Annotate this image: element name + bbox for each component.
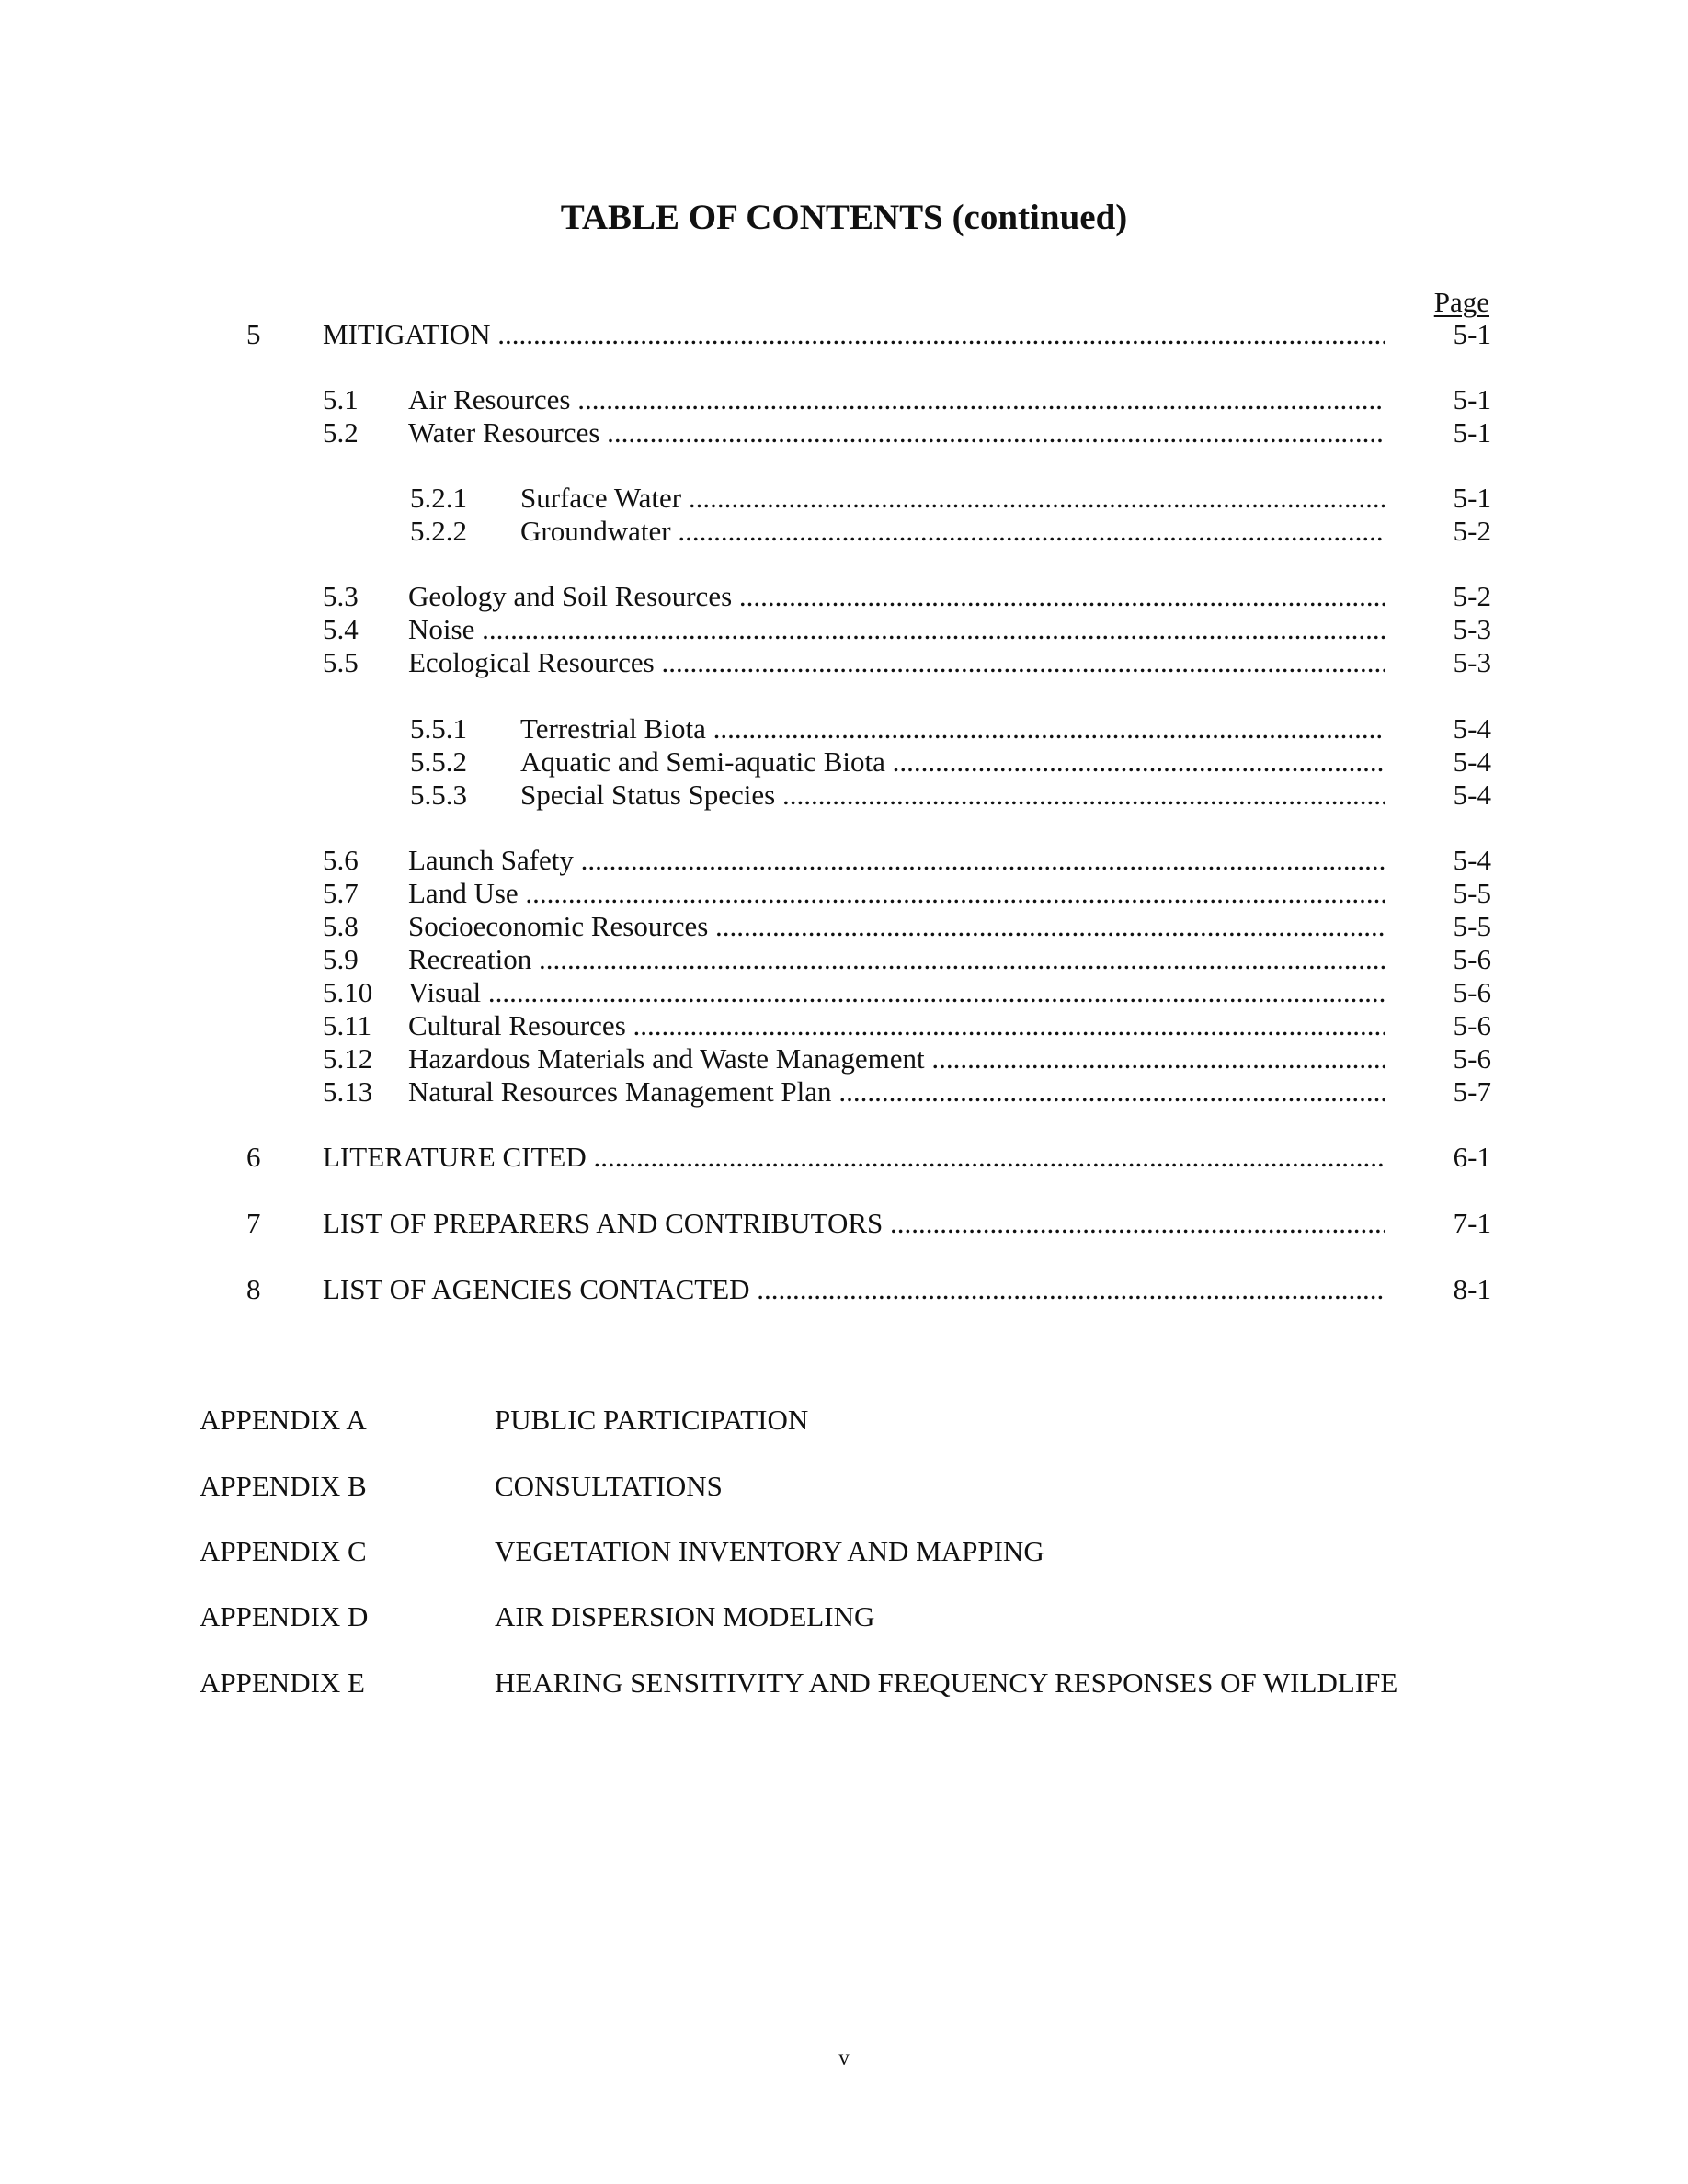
toc-entry-5-1[interactable] bbox=[0, 383, 1688, 416]
toc-entry-5-4[interactable] bbox=[0, 613, 1688, 646]
appendix-a[interactable] bbox=[0, 1402, 1688, 1439]
toc-title: Groundwater ..... bbox=[520, 515, 1385, 548]
toc-number: 5.13 bbox=[323, 1075, 373, 1108]
footer-page-number: v bbox=[838, 2046, 850, 2069]
toc-title: Recreation ..... bbox=[408, 943, 1385, 976]
toc-title: Water Resources ..... bbox=[408, 416, 1385, 449]
toc-title: Aquatic and Semi-aquatic Biota ..... bbox=[520, 745, 1385, 779]
toc-page-number: 5-7 bbox=[1453, 1075, 1491, 1108]
toc-title: Cultural Resources ..... bbox=[408, 1009, 1385, 1042]
toc-number: 5.7 bbox=[323, 877, 359, 909]
toc-number: 5.5 bbox=[323, 646, 359, 678]
toc-page-number: 5-1 bbox=[1453, 318, 1491, 350]
toc-number: 5.5.3 bbox=[410, 779, 467, 811]
toc-entry-5-8[interactable] bbox=[0, 910, 1688, 943]
toc-title: Socioeconomic Resources ..... bbox=[408, 910, 1385, 943]
toc-entry-5-5-1[interactable] bbox=[0, 712, 1688, 745]
toc-number: 5.4 bbox=[323, 613, 359, 645]
appendix-label: APPENDIX E bbox=[200, 1666, 365, 1699]
toc-page-number: 5-1 bbox=[1453, 416, 1491, 449]
toc-entry-5-12[interactable] bbox=[0, 1042, 1688, 1075]
toc-page-number: 5-4 bbox=[1453, 745, 1491, 778]
toc-entry-5-2-1[interactable] bbox=[0, 482, 1688, 515]
toc-number: 5.10 bbox=[323, 976, 373, 1008]
toc-title: Visual ..... bbox=[408, 976, 1385, 1009]
toc-page-number: 5-5 bbox=[1453, 877, 1491, 909]
toc-number: 5.2.1 bbox=[410, 482, 467, 514]
toc-entry-5-3[interactable] bbox=[0, 580, 1688, 613]
toc-number: 7 bbox=[246, 1207, 261, 1239]
toc-number: 5.3 bbox=[323, 580, 359, 612]
appendix-title: CONSULTATIONS bbox=[495, 1470, 723, 1502]
toc-page-number: 5-3 bbox=[1453, 613, 1491, 645]
toc-page-number: 5-6 bbox=[1453, 1042, 1491, 1075]
toc-page-number: 5-2 bbox=[1453, 580, 1491, 612]
toc-page-number: 5-4 bbox=[1453, 779, 1491, 811]
toc-entry-7[interactable] bbox=[246, 1207, 1688, 1240]
toc-page-number: 5-5 bbox=[1453, 910, 1491, 942]
toc-entry-5-6[interactable] bbox=[0, 844, 1688, 877]
page-title: TABLE OF CONTENTS (continued) bbox=[560, 198, 1128, 237]
toc-title: Hazardous Materials and Waste Management ..... bbox=[408, 1042, 1385, 1075]
appendix-title: VEGETATION INVENTORY AND MAPPING bbox=[495, 1535, 1044, 1567]
toc-title: Surface Water ..... bbox=[520, 482, 1385, 515]
toc-number: 6 bbox=[246, 1141, 261, 1173]
toc-number: 5.9 bbox=[323, 943, 359, 975]
toc-entry-5[interactable] bbox=[246, 318, 1688, 351]
toc-page-number: 5-1 bbox=[1453, 383, 1491, 415]
toc-page-number: 5-1 bbox=[1453, 482, 1491, 514]
toc-title: Land Use ..... bbox=[408, 877, 1385, 910]
toc-entry-5-5-3[interactable] bbox=[0, 779, 1688, 812]
appendix-c[interactable] bbox=[0, 1533, 1688, 1570]
toc-page-number: 5-6 bbox=[1453, 976, 1491, 1008]
toc-entry-8[interactable] bbox=[246, 1273, 1688, 1306]
toc-entry-5-5[interactable] bbox=[0, 646, 1688, 679]
toc-page-number: 5-4 bbox=[1453, 844, 1491, 876]
toc-entry-5-9[interactable] bbox=[0, 943, 1688, 976]
appendix-label: APPENDIX B bbox=[200, 1470, 367, 1502]
toc-entry-5-7[interactable] bbox=[0, 877, 1688, 910]
appendix-label: APPENDIX C bbox=[200, 1535, 367, 1567]
toc-page-number: 5-6 bbox=[1453, 943, 1491, 975]
toc-entry-5-5-2[interactable] bbox=[0, 745, 1688, 779]
toc-page-number: 5-6 bbox=[1453, 1009, 1491, 1041]
toc-page-number: 7-1 bbox=[1453, 1207, 1491, 1239]
appendix-title: PUBLIC PARTICIPATION bbox=[495, 1404, 809, 1436]
toc-entry-5-11[interactable] bbox=[0, 1009, 1688, 1042]
toc-title: Air Resources ..... bbox=[408, 383, 1385, 416]
toc-number: 5.1 bbox=[323, 383, 359, 415]
appendix-label: APPENDIX D bbox=[200, 1600, 369, 1632]
appendix-title: AIR DISPERSION MODELING bbox=[495, 1600, 875, 1632]
appendix-d[interactable] bbox=[0, 1598, 1688, 1635]
toc-entry-5-2[interactable] bbox=[0, 416, 1688, 449]
toc-entry-5-2-2[interactable] bbox=[0, 515, 1688, 548]
toc-page-number: 6-1 bbox=[1453, 1141, 1491, 1173]
toc-title: Noise ..... bbox=[408, 613, 1385, 646]
toc-title: Terrestrial Biota ..... bbox=[520, 712, 1385, 745]
toc-title: LIST OF PREPARERS AND CONTRIBUTORS ..... bbox=[323, 1207, 1385, 1240]
toc-title: Natural Resources Management Plan ..... bbox=[408, 1075, 1385, 1109]
toc-number: 5.5.2 bbox=[410, 745, 467, 778]
toc-number: 5.6 bbox=[323, 844, 359, 876]
toc-page-number: 5-3 bbox=[1453, 646, 1491, 678]
page-column-header: Page bbox=[1433, 286, 1489, 318]
appendix-title: HEARING SENSITIVITY AND FREQUENCY RESPONSES OF WILDLIFE bbox=[495, 1666, 1398, 1699]
toc-title: Geology and Soil Resources ..... bbox=[408, 580, 1385, 613]
toc-number: 5 bbox=[246, 318, 261, 350]
toc-number: 8 bbox=[246, 1273, 261, 1305]
toc-title: Special Status Species ..... bbox=[520, 779, 1385, 812]
appendix-label: APPENDIX A bbox=[200, 1404, 367, 1436]
toc-entry-5-13[interactable] bbox=[0, 1075, 1688, 1109]
toc-page-number: 5-4 bbox=[1453, 712, 1491, 745]
appendix-e[interactable] bbox=[0, 1665, 1688, 1701]
toc-title: Launch Safety ..... bbox=[408, 844, 1385, 877]
toc-number: 5.12 bbox=[323, 1042, 373, 1075]
toc-number: 5.2.2 bbox=[410, 515, 467, 547]
toc-number: 5.11 bbox=[323, 1009, 372, 1041]
toc-number: 5.5.1 bbox=[410, 712, 467, 745]
toc-number: 5.8 bbox=[323, 910, 359, 942]
toc-number: 5.2 bbox=[323, 416, 359, 449]
appendix-b[interactable] bbox=[0, 1468, 1688, 1505]
toc-entry-5-10[interactable] bbox=[0, 976, 1688, 1009]
toc-title: LITERATURE CITED ..... bbox=[323, 1141, 1385, 1174]
toc-page-number: 8-1 bbox=[1453, 1273, 1491, 1305]
toc-title: MITIGATION ..... bbox=[323, 318, 1385, 351]
toc-title: Ecological Resources ..... bbox=[408, 646, 1385, 679]
toc-title: LIST OF AGENCIES CONTACTED ..... bbox=[323, 1273, 1385, 1306]
toc-page-number: 5-2 bbox=[1453, 515, 1491, 547]
toc-entry-6[interactable] bbox=[246, 1141, 1688, 1174]
